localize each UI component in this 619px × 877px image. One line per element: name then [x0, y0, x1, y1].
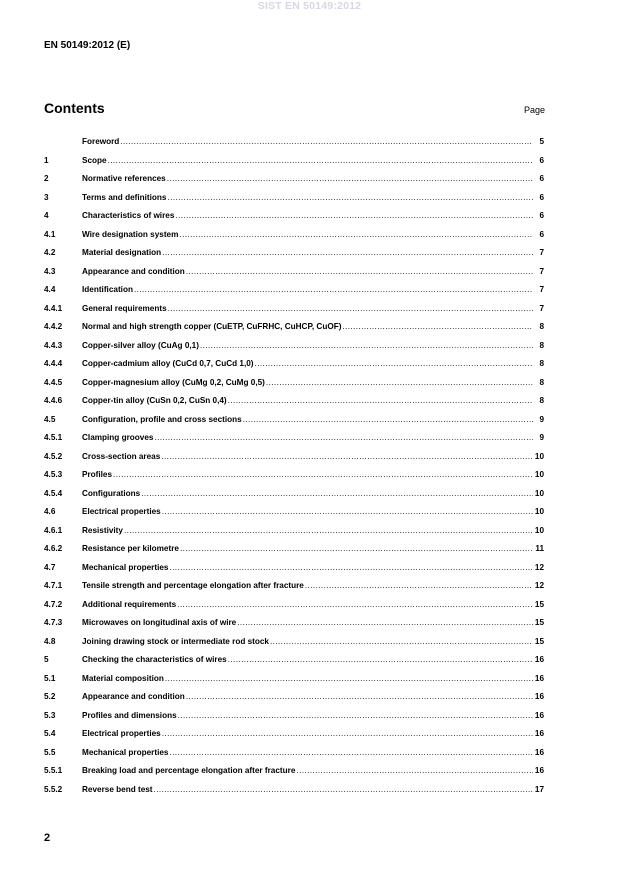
toc-dot-leader [296, 766, 533, 775]
toc-entry[interactable] [44, 674, 544, 693]
toc-dot-leader [270, 637, 533, 646]
toc-entry-page: 6 [539, 211, 544, 220]
toc-entry-title: Appearance and condition [82, 692, 185, 701]
toc-entry-page: 16 [534, 655, 544, 664]
toc-dot-leader [167, 193, 533, 202]
toc-entry-number: 4.3 [44, 266, 56, 276]
toc-entry-page: 6 [539, 229, 544, 239]
toc-entry-number: 4.5.2 [44, 451, 63, 461]
toc-entry-page: 7 [539, 248, 544, 257]
toc-entry[interactable] [44, 729, 544, 748]
toc-entry[interactable] [44, 285, 544, 304]
toc-entry-number: 5.5.2 [44, 784, 63, 794]
toc-dot-leader [134, 285, 533, 294]
toc-entry-number: 4.4.3 [44, 340, 63, 350]
toc-entry[interactable] [44, 711, 544, 730]
toc-entry-title: Profiles and dimensions [82, 710, 177, 720]
toc-entry-number: 4.5.4 [44, 488, 63, 498]
toc-dot-leader [169, 748, 533, 757]
toc-entry-number: 5.5 [44, 747, 56, 757]
toc-entry-title: Resistivity [82, 525, 123, 535]
toc-entry-page: 16 [534, 673, 544, 683]
toc-entry-number: 4.4.5 [44, 377, 63, 387]
toc-entry-number: 5.5.1 [44, 766, 63, 775]
toc-entry[interactable] [44, 507, 544, 526]
toc-entry-number: 4.4 [44, 285, 56, 294]
toc-entry-number: 4.7 [44, 562, 56, 572]
toc-entry-number: 3 [44, 192, 49, 202]
toc-dot-leader [154, 785, 533, 794]
toc-entry[interactable] [44, 304, 544, 323]
toc-dot-leader [179, 230, 533, 239]
toc-entry[interactable] [44, 248, 544, 267]
toc-entry-number: 5.4 [44, 729, 56, 738]
toc-entry-title: Identification [82, 285, 133, 294]
toc-entry[interactable] [44, 211, 544, 230]
toc-entry-title: Material designation [82, 248, 162, 257]
toc-entry-title: Mechanical properties [82, 562, 169, 572]
toc-entry-page: 7 [539, 285, 544, 294]
toc-dot-leader [178, 711, 533, 720]
toc-entry-title: Checking the characteristics of wires [82, 655, 227, 664]
toc-entry-page: 9 [539, 433, 544, 442]
toc-entry[interactable] [44, 766, 544, 785]
toc-entry-title: Configuration, profile and cross sections [82, 414, 242, 424]
toc-entry-number: 4 [44, 211, 49, 220]
toc-dot-leader [237, 618, 533, 627]
toc-entry-title: Profiles [82, 470, 113, 479]
toc-entry-page: 6 [539, 192, 544, 202]
toc-entry-number: 4.4.2 [44, 322, 63, 331]
toc-entry-title: Appearance and condition [82, 266, 185, 276]
toc-entry[interactable] [44, 544, 544, 563]
toc-dot-leader [167, 174, 533, 183]
toc-entry-number: 4.4.1 [44, 303, 63, 313]
toc-dot-leader [175, 211, 533, 220]
toc-entry-title: Microwaves on longitudinal axis of wire [82, 618, 237, 627]
toc-entry-number: 4.8 [44, 636, 56, 646]
toc-entry-page: 8 [539, 377, 544, 387]
toc-entry-title: Characteristics of wires [82, 211, 175, 220]
toc-entry[interactable] [44, 174, 544, 193]
toc-entry-title: Clamping grooves [82, 433, 154, 442]
toc-entry-title: Copper-tin alloy (CuSn 0,2, CuSn 0,4) [82, 396, 227, 405]
toc-entry[interactable] [44, 600, 544, 619]
toc-entry-number: 2 [44, 174, 49, 183]
toc-entry[interactable] [44, 452, 544, 471]
toc-entry-number: 5.3 [44, 710, 56, 720]
toc-entry[interactable] [44, 637, 544, 656]
toc-dot-leader [186, 692, 533, 701]
toc-entry-number: 4.6.1 [44, 525, 63, 535]
toc-entry-page: 16 [534, 692, 544, 701]
toc-entry[interactable] [44, 396, 544, 415]
toc-dot-leader [168, 304, 533, 313]
toc-entry-number: 1 [44, 155, 49, 165]
toc-entry-title: Normative references [82, 174, 166, 183]
toc-entry-page: 10 [534, 451, 544, 461]
toc-entry-title: Cross-section areas [82, 451, 161, 461]
toc-entry-page: 10 [534, 507, 544, 516]
toc-entry-page: 16 [534, 729, 544, 738]
toc-entry-title: Tensile strength and percentage elongation after fracture [82, 581, 304, 590]
toc-entry[interactable] [44, 692, 544, 711]
toc-dot-leader [177, 600, 533, 609]
toc-entry[interactable] [44, 489, 544, 508]
toc-entry-page: 16 [534, 766, 544, 775]
toc-dot-leader [120, 137, 533, 146]
toc-entry-number: 4.7.1 [44, 581, 63, 590]
toc-entry-page: 5 [539, 137, 544, 146]
toc-dot-leader [180, 544, 533, 553]
toc-dot-leader [255, 359, 533, 368]
toc-entry-page: 8 [539, 340, 544, 350]
toc-entry-page: 15 [534, 636, 544, 646]
toc-entry-page: 9 [539, 414, 544, 424]
toc-dot-leader [162, 729, 533, 738]
toc-entry-title: Copper-magnesium alloy (CuMg 0,2, CuMg 0,5) [82, 377, 265, 387]
contents-title: Contents [44, 100, 105, 116]
toc-entry[interactable] [44, 785, 544, 804]
toc-entry-page: 16 [534, 710, 544, 720]
toc-entry-number: 4.4.6 [44, 396, 63, 405]
page-column-heading: Page [523, 105, 545, 115]
toc-entry-number: 4.6 [44, 507, 56, 516]
toc-entry-page: 10 [534, 470, 544, 479]
toc-entry-title: Terms and definitions [82, 192, 167, 202]
toc-entry-number: 4.7.3 [44, 618, 63, 627]
table-of-contents [44, 137, 544, 803]
toc-entry-number: 4.5.3 [44, 470, 63, 479]
toc-entry-number: 4.4.4 [44, 359, 63, 368]
toc-entry-page: 12 [534, 562, 544, 572]
toc-dot-leader [243, 415, 533, 424]
toc-entry-title: Configurations [82, 488, 141, 498]
toc-dot-leader [342, 322, 533, 331]
toc-entry-title: General requirements [82, 303, 167, 313]
toc-entry-page: 10 [534, 525, 544, 535]
toc-entry-title: Electrical properties [82, 507, 161, 516]
toc-entry-title: Copper-cadmium alloy (CuCd 0,7, CuCd 1,0) [82, 359, 254, 368]
toc-entry-title: Reverse bend test [82, 784, 153, 794]
toc-dot-leader [200, 341, 533, 350]
toc-entry-title: Electrical properties [82, 729, 161, 738]
toc-entry-page: 12 [534, 581, 544, 590]
toc-entry[interactable] [44, 433, 544, 452]
toc-entry-number: 4.6.2 [44, 544, 63, 553]
toc-entry-title: Joining drawing stock or intermediate rod stock [82, 636, 269, 646]
toc-entry-title: Foreword [82, 137, 120, 146]
toc-entry[interactable] [44, 359, 544, 378]
toc-entry-number: 4.5 [44, 414, 56, 424]
toc-entry-page: 15 [534, 618, 544, 627]
toc-entry[interactable] [44, 618, 544, 637]
toc-entry-page: 8 [539, 322, 544, 331]
toc-entry-page: 6 [539, 174, 544, 183]
toc-entry-title: Mechanical properties [82, 747, 169, 757]
toc-dot-leader [154, 433, 533, 442]
toc-entry[interactable] [44, 341, 544, 360]
toc-dot-leader [165, 674, 533, 683]
watermark: SIST EN 50149:2012 [257, 0, 362, 12]
toc-entry-title: Resistance per kilometre [82, 544, 179, 553]
toc-entry-number: 4.1 [44, 229, 56, 239]
toc-entry-page: 16 [534, 747, 544, 757]
toc-entry-page: 6 [539, 155, 544, 165]
toc-entry[interactable] [44, 415, 544, 434]
toc-entry[interactable] [44, 581, 544, 600]
toc-entry[interactable] [44, 563, 544, 582]
toc-entry[interactable] [44, 748, 544, 767]
toc-entry-number: 4.5.1 [44, 433, 63, 442]
toc-entry[interactable] [44, 378, 544, 397]
toc-entry-title: Additional requirements [82, 599, 177, 609]
toc-entry[interactable] [44, 230, 544, 249]
page-number: 2 [44, 832, 51, 844]
toc-entry[interactable] [44, 322, 544, 341]
toc-dot-leader [228, 655, 533, 664]
toc-entry-page: 8 [539, 396, 544, 405]
toc-entry-page: 17 [534, 784, 544, 794]
toc-dot-leader [266, 378, 533, 387]
toc-dot-leader [108, 156, 533, 165]
toc-dot-leader [113, 470, 533, 479]
toc-entry-title: Material composition [82, 673, 164, 683]
toc-entry-page: 7 [539, 266, 544, 276]
toc-entry[interactable] [44, 137, 544, 156]
toc-entry-page: 15 [534, 599, 544, 609]
toc-entry-number: 5.2 [44, 692, 56, 701]
toc-dot-leader [305, 581, 533, 590]
toc-entry-number: 4.7.2 [44, 599, 63, 609]
toc-entry[interactable] [44, 655, 544, 674]
toc-dot-leader [162, 248, 533, 257]
toc-dot-leader [141, 489, 533, 498]
toc-entry-number: 5 [44, 655, 49, 664]
toc-entry-title: Scope [82, 155, 107, 165]
toc-dot-leader [124, 526, 533, 535]
toc-dot-leader [169, 563, 533, 572]
toc-entry-page: 11 [535, 544, 544, 553]
toc-entry-title: Copper-silver alloy (CuAg 0,1) [82, 340, 199, 350]
toc-dot-leader [186, 267, 533, 276]
toc-entry-title: Breaking load and percentage elongation after fracture [82, 766, 296, 775]
toc-entry-number: 5.1 [44, 673, 56, 683]
toc-dot-leader [161, 452, 533, 461]
document-id: EN 50149:2012 (E) [44, 40, 131, 51]
toc-entry-title: Wire designation system [82, 229, 179, 239]
toc-dot-leader [228, 396, 533, 405]
toc-entry[interactable] [44, 526, 544, 545]
toc-dot-leader [162, 507, 533, 516]
toc-entry-page: 10 [534, 488, 544, 498]
toc-entry[interactable] [44, 470, 544, 489]
toc-entry[interactable] [44, 193, 544, 212]
toc-entry-page: 8 [539, 359, 544, 368]
toc-entry-number: 4.2 [44, 248, 56, 257]
toc-entry-page: 7 [539, 303, 544, 313]
toc-entry[interactable] [44, 267, 544, 286]
toc-entry-title: Normal and high strength copper (CuETP, CuFRHC, CuHCP, CuOF) [82, 322, 342, 331]
toc-entry[interactable] [44, 156, 544, 175]
